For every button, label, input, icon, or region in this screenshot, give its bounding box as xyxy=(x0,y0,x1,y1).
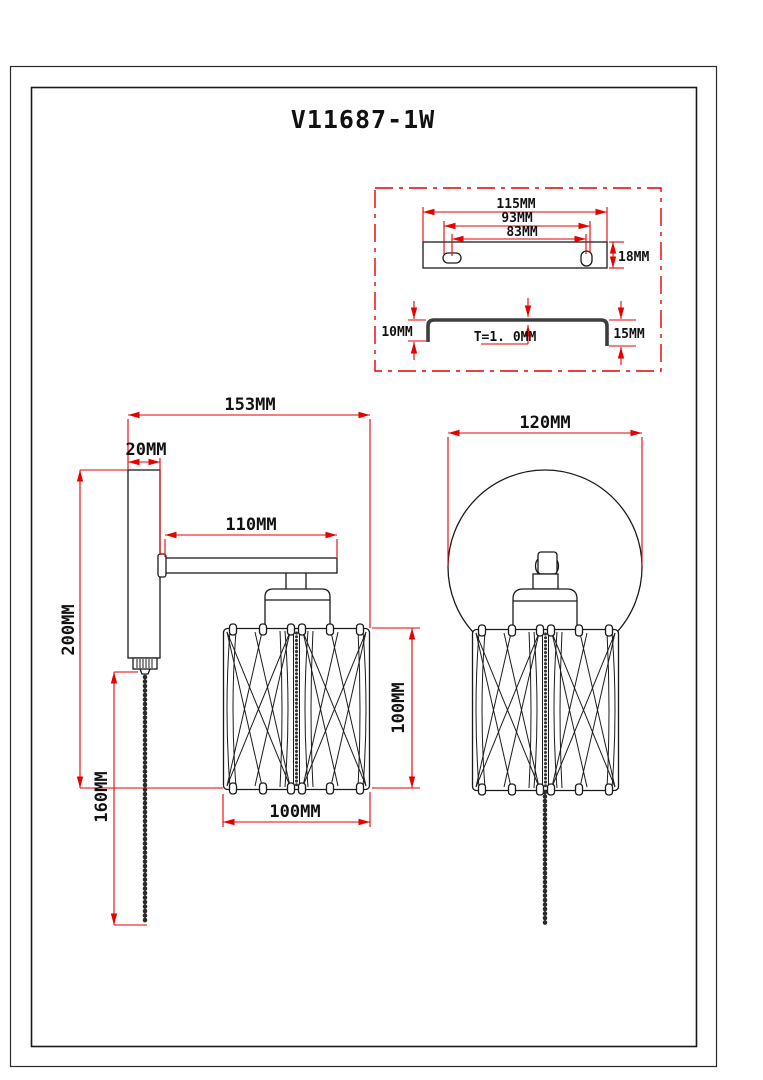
dim-hole-span-outer: 93MM xyxy=(501,211,533,226)
dim-backplate-diameter: 120MM xyxy=(519,413,571,433)
arm-side xyxy=(165,558,337,573)
dim-backplate-height: 200MM xyxy=(59,604,79,656)
dim-shade-diameter: 100MM xyxy=(269,802,321,822)
dim-shade-height: 100MM xyxy=(389,682,409,734)
dim-plate-height: 18MM xyxy=(618,250,650,265)
dim-plate-width: 115MM xyxy=(496,197,536,212)
dim-arm-length: 110MM xyxy=(225,515,277,535)
lamp-side-view xyxy=(59,395,420,925)
socket-holder-side xyxy=(265,589,330,629)
page-title: V11687-1W xyxy=(290,105,436,134)
dim-right-leg: 15MM xyxy=(613,327,645,342)
dim-overall-depth: 153MM xyxy=(224,395,276,415)
socket-holder-front xyxy=(513,589,577,631)
dim-160-lines xyxy=(114,672,147,925)
page-border-outer xyxy=(11,67,717,1067)
dim-hole-span-center: 83MM xyxy=(506,225,538,240)
bracket-detail-view xyxy=(375,188,661,371)
dim-120-lines xyxy=(448,433,642,566)
dim-left-leg: 10MM xyxy=(381,325,413,340)
dim-110-lines xyxy=(165,535,337,557)
lamp-front-view xyxy=(448,413,642,924)
wire-nipple xyxy=(538,552,557,574)
wall-backplate-side xyxy=(128,470,160,658)
dim-backplate-depth: 20MM xyxy=(125,440,167,460)
mounting-plate xyxy=(423,242,607,268)
arm-wall-joint xyxy=(158,554,166,577)
dim-thickness: T=1. 0MM xyxy=(473,330,537,345)
dim-chain-length: 160MM xyxy=(92,771,112,823)
